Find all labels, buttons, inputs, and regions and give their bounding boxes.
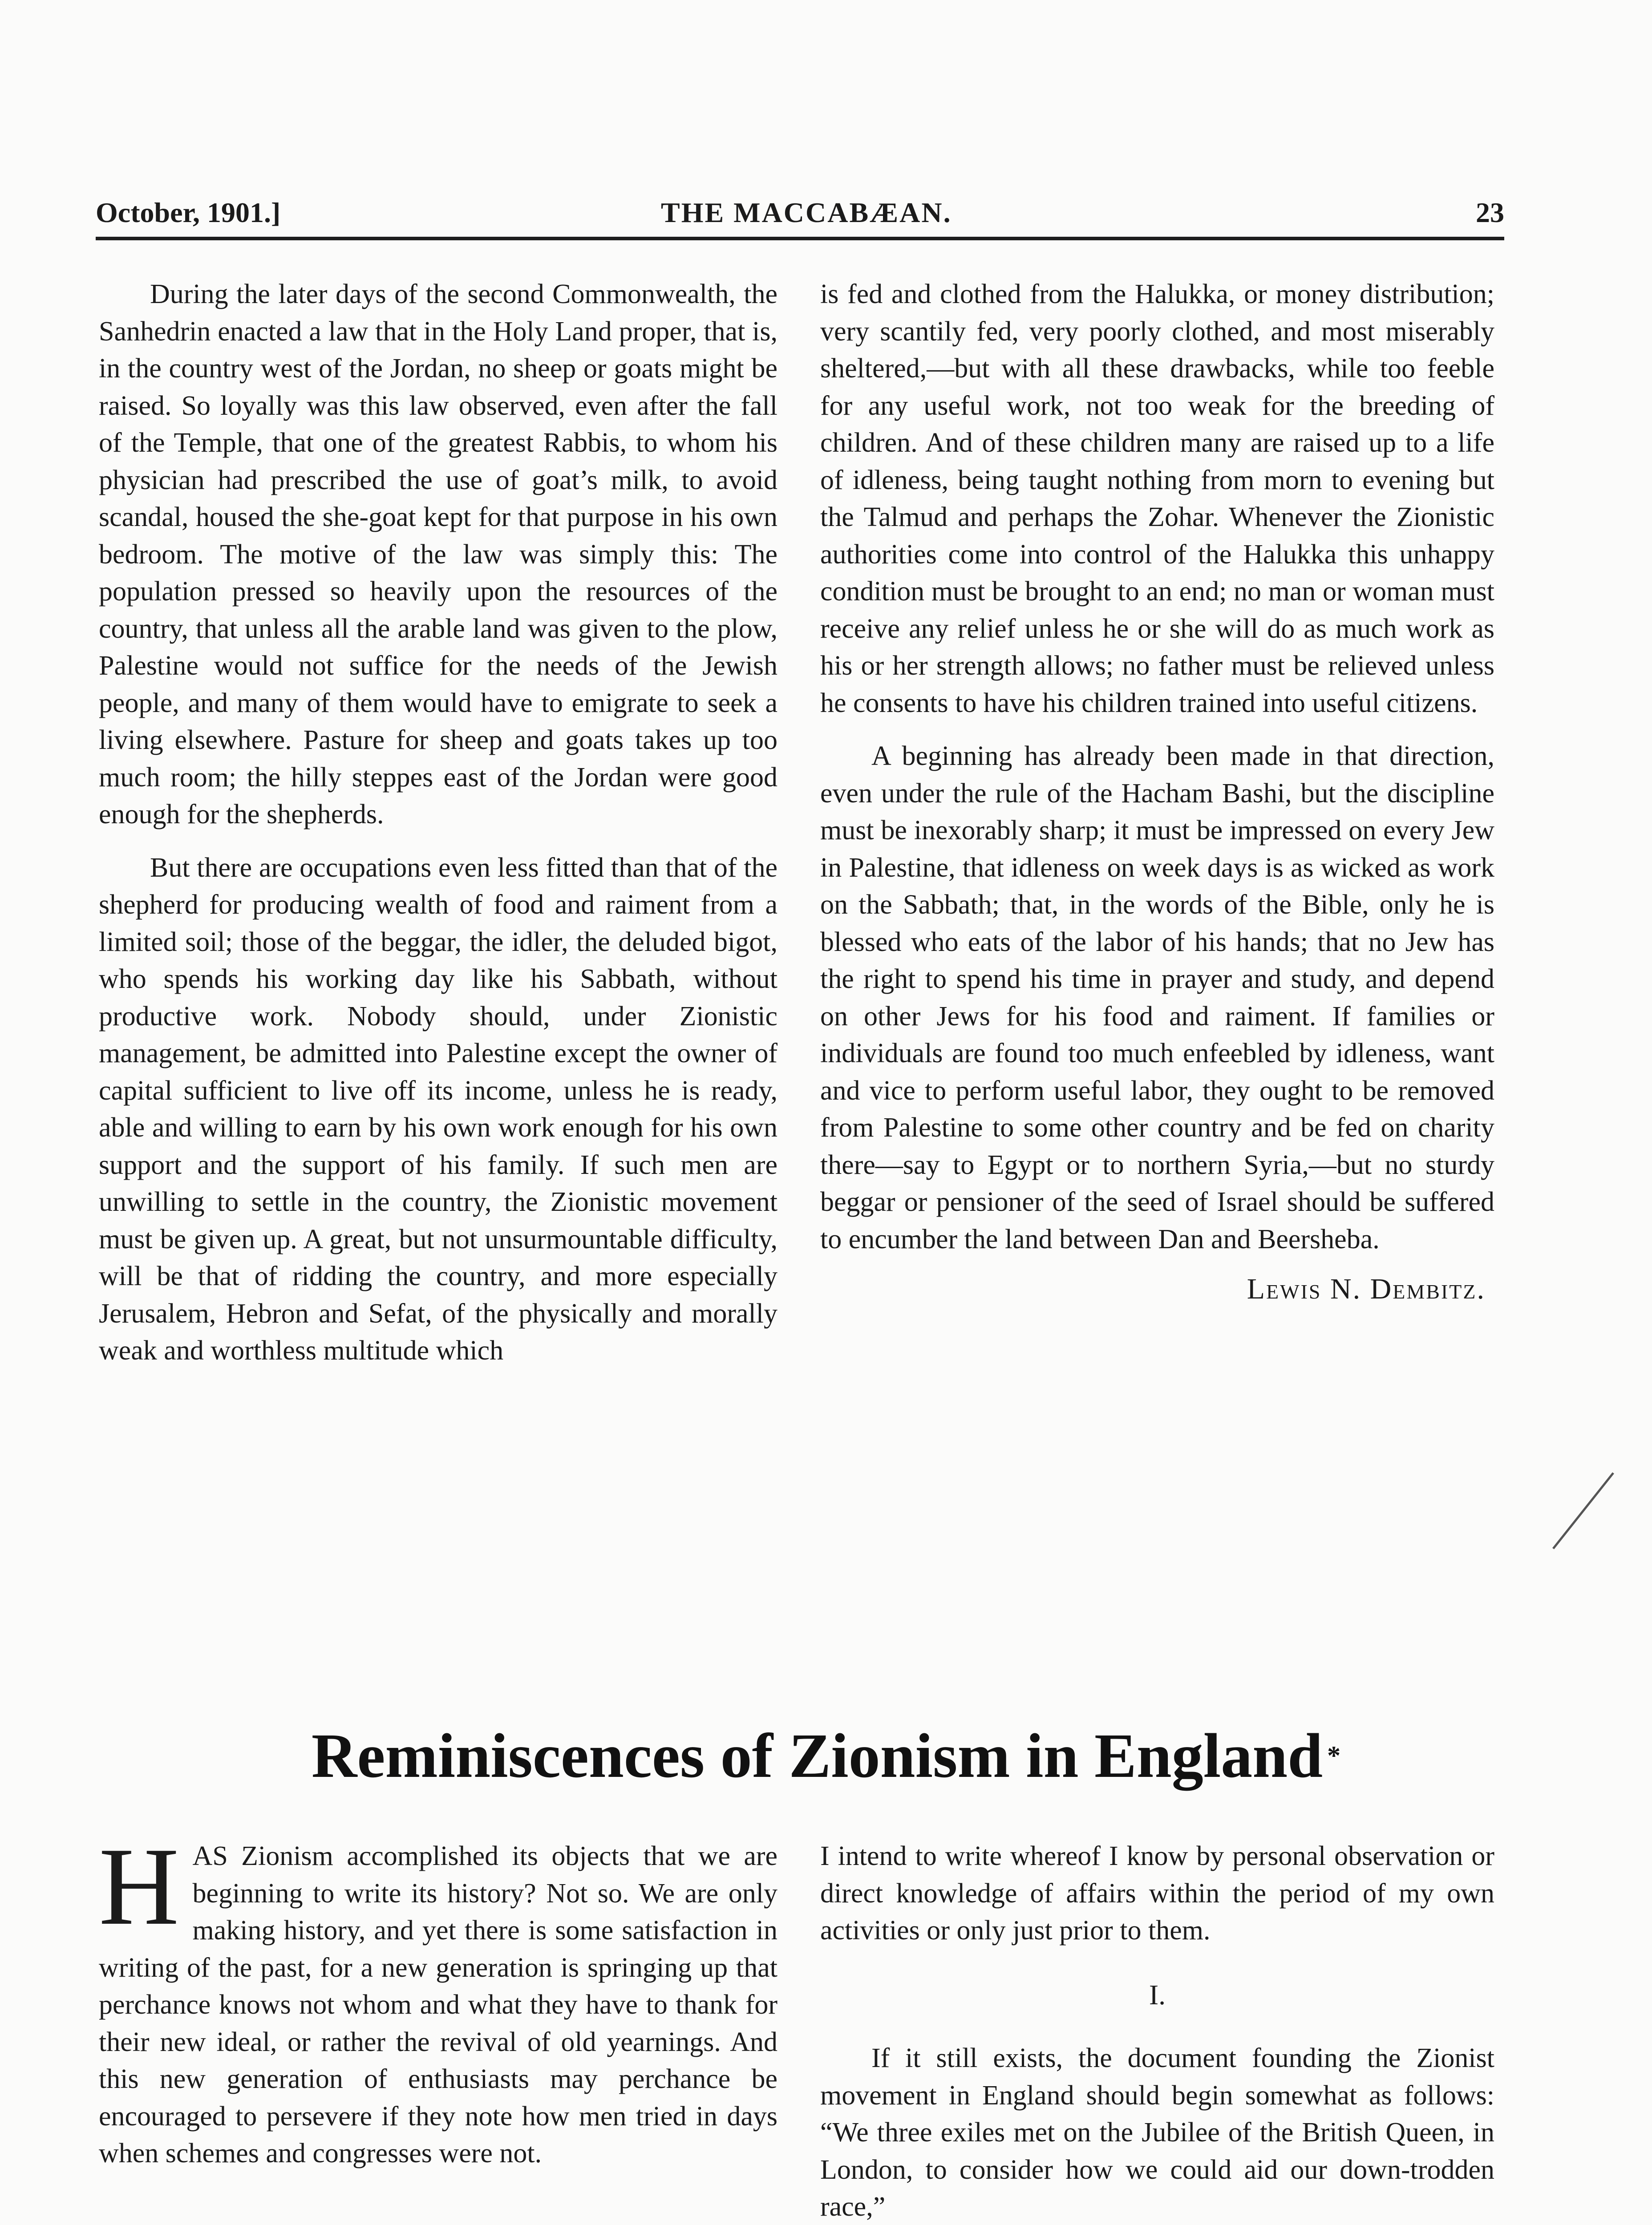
article1-left-column [99,276,777,1370]
article2-left-column [99,1825,777,2172]
page-number: 23 [1476,197,1504,228]
opening-text: Zionism accomplished its objects that we are beginning to write its history? Not so. We are only making history, and yet there is some satisfaction in writing of the past, for a new generation is springing up that perchance knows not whom and what they have to thank for their new ideal, or rather the revival of old yearnings. And this new generation of enthusiasts may perchance be encouraged to persevere if they note how men tried in days when schemes and congresses were not. [99,1841,777,2168]
article1-paragraph: During the later days of the second Commonwealth, the Sanhedrin enacted a law that in the Holy Land proper, that is, in the country west of the Jordan, no sheep or goats might be raised. So loyally was this law observed, even after the fall of the Temple, that one of the greatest Rabbis, to whom his physician had prescribed the use of goat’s milk, to avoid scandal, housed the she-goat kept for that purpose in his own bedroom. The motive of the law was simply this: The population pressed so heavily upon the resources of the country, that unless all the arable land was given to the plow, Palestine would not suffice for the needs of the Jewish people, and many of them would have to emigrate to seek a living elsewhere. Pasture for sheep and goats takes up too much room; the hilly steppes east of the Jordan were good enough for the shepherds. [99,279,777,829]
article1-right-column [820,276,1494,1308]
title-footnote-mark: * [1327,1741,1341,1770]
header-rule [96,237,1504,240]
opening-word: AS [192,1841,228,1871]
author-signature: Lewis N. Dembitz. [1247,1273,1486,1305]
article2-right-column [820,1838,1494,2225]
article2-opening-paragraph [99,1825,777,2172]
article2-intro-continued: I intend to write whereof I know by personal observation or direct knowledge of affairs within the period of my own activities or only just prior to them. [820,1841,1494,1946]
issue-date: October, 1901.] [96,197,281,228]
article-title-text: Reminiscences of Zionism in England [311,1720,1323,1791]
section-numeral: I. [1149,1978,1166,2011]
article2-section-paragraph: If it still exists, the document founding the Zionist movement in England should begin somewhat as follows: “We three exiles met on the Jubilee of the British Queen, in London, to consider how we could aid our down-trodden race,” [820,2043,1494,2222]
journal-title: THE MACCABÆAN. [661,197,952,228]
article1-paragraph-continued: is fed and clothed from the Halukka, or money distribution; very scantily fed, very poorly clothed, and most miserably sheltered,—but with all these drawbacks, while too feeble for any useful work, not too weak for the breeding of children. And of these children many are raised up to a life of idleness, being taught nothing from morn to evening but the Talmud and perhaps the Zohar. Whenever the Zionistic authorities come into control of the Halukka this unhappy condition must be brought to an end; no man or woman must receive any relief unless he or she will do as much work as his or her strength allows; no father must be relieved unless he consents to have his children trained into useful citizens. [820,279,1494,718]
article1-paragraph: But there are occupations even less fitted than that of the shepherd for producing wealth of food and raiment from a limited soil; those of the beggar, the idler, the deluded bigot, who spends his working day like his Sabbath, without productive work. Nobody should, under Zionistic management, be admitted into Palestine except the owner of capital sufficient to live off its income, unless he is ready, able and willing to earn by his own work enough for his own support and the support of his family. If such men are unwilling to settle in the country, the Zionistic movement must be given up. A great, but not unsurmountable difficulty, will be that of ridding the country, and more especially Jerusalem, Hebron and Sefat, of the physically and morally weak and worthless multitude which [99,852,777,1366]
article1-paragraph: A beginning has already been made in that direction, even under the rule of the Hacham Bashi, but the discipline must be inexorably sharp; it must be impressed on every Jew in Palestine, that idleness on week days is as wicked as work on the Sabbath; that, in the words of the Bible, only he is blessed who eats of the labor of his hands; that no Jew has the right to spend his time in prayer and study, and depend on other Jews for his food and raiment. If families or individuals are found too much enfeebled by idleness, want and vice to perform useful labor, they ought to be removed from Palestine to some other country and be fed on charity there—say to Egypt or to northern Syria,—but no sturdy beggar or pensioner of the seed of Israel should be suffered to encumber the land between Dan and Beersheba. [820,741,1494,1254]
running-header [96,195,1504,231]
article-title [0,1718,1652,1793]
drop-cap: H [99,1825,179,1948]
